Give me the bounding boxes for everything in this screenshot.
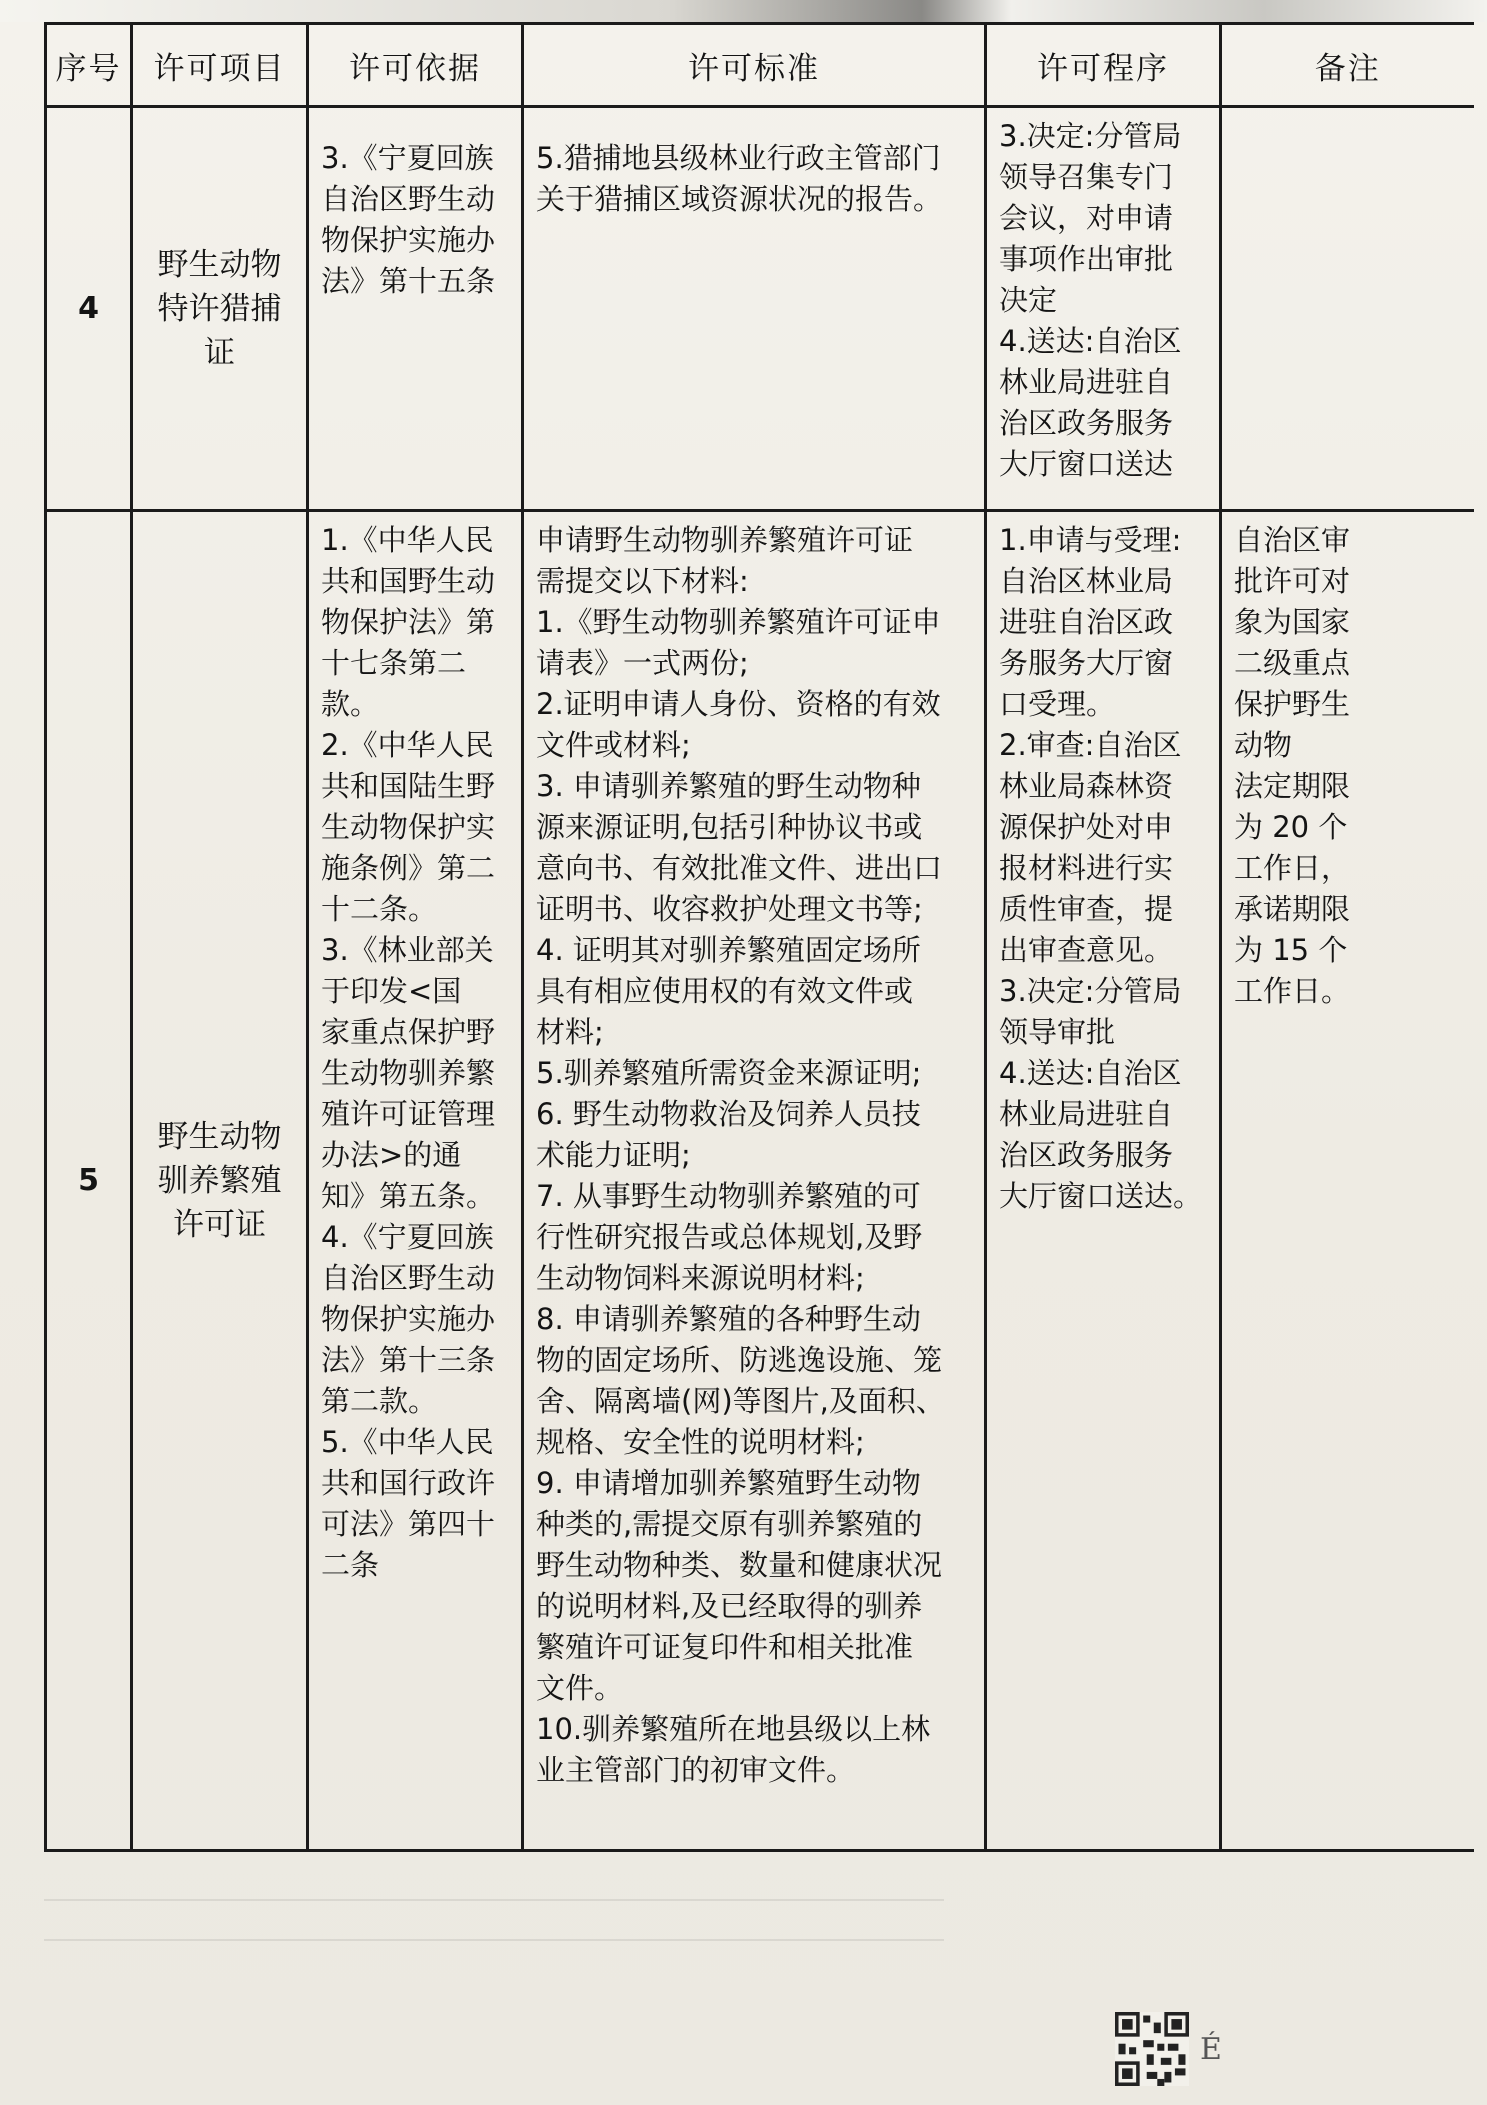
row-procedure: 3.决定:分管局 领导召集专门 会议，对申请 事项作出审批 决定 4.送达:自治区 林业局进驻自 治区政务服务 大厅窗口送达 (999, 119, 1182, 481)
row-seq: 4 (46, 107, 132, 511)
row-standard: 申请野生动物驯养繁殖许可证 需提交以下材料: 1.《野生动物驯养繁殖许可证申 请表》一式两份; 2.证明申请人身份、资格的有效 文件或材料; 3. 申请驯养繁殖的野生动物种 源来源证明,包括引种协议书或 意向书、有效批准文件、进出口 证明书、收容救护处理文书等; 4. 证明其对驯养繁殖固定场所 具有相应使用权的有效文件或 材料; 5.驯养繁殖所需资金来源证明; 6. 野生动物救治及饲养人员技 术能力证明; 7. 从事野生动物驯养繁殖的可 行性研究报告或总体规划,及野 生动物饲料来源说明材料; 8. 申请驯养繁殖的各种野生动 物的固定场所、防逃逸设施、笼 舍、隔离墙(网)等图片,及面积、 规格、安全性的说明材料; 9. 申请增加驯养繁殖野生动物 种类的,需提交原有驯养繁殖的 野生动物种类、数量和健康状况 的说明材料,及已经取得的驯养 繁殖许可证复印件和相关批准 文件。 10.驯养繁殖所在地县级以上林 业主管部门的初审文件。 (536, 523, 945, 1787)
row-item: 野生动物 特许猎捕 证 (132, 107, 308, 511)
table-header-row (46, 24, 1474, 107)
row-remark (1222, 108, 1474, 122)
row-standard-cell (523, 511, 986, 1851)
header-seq: 序号 (46, 24, 132, 107)
header-remark: 备注 (1221, 24, 1474, 107)
row-basis: 1.《中华人民 共和国野生动 物保护法》第 十七条第二 款。 2.《中华人民 共和国陆生野 生动物保护实 施条例》第二 十二条。 3.《林业部关 于印发<国 家重点保护野 生动物驯养繁 殖许可证管理 办法>的通 知》第五条。 4.《宁夏回族 自治区野生动 物保护实施办 法》第十三条 第二款。 5.《中华人民 共和国行政许 可法》第四十 二条 (321, 523, 496, 1582)
row-standard-cell (523, 107, 986, 511)
row-remark: 自治区审 批许可对 象为国家 二级重点 保护野生 动物 法定期限 为 20 个 工作日， 承诺期限 为 15 个 工作日。 (1234, 523, 1351, 1008)
row-basis-cell (308, 107, 523, 511)
row-item: 野生动物 驯养繁殖 许可证 (132, 511, 308, 1851)
bleed-through-marks (44, 1869, 944, 1979)
row-remark-cell (1221, 107, 1474, 511)
row-procedure-cell (986, 107, 1221, 511)
row-procedure: 1.申请与受理: 自治区林业局 进驻自治区政 务服务大厅窗 口受理。 2.审查:自治区 林业局森林资 源保护处对申 报材料进行实 质性审查，提 出审查意见。 3.决定:分管局 领导审批 4.送达:自治区 林业局进驻自 治区政务服务 大厅窗口送达。 (999, 523, 1203, 1213)
table-row (46, 511, 1474, 1851)
permit-table (44, 22, 1474, 1852)
scan-top-edge (0, 0, 1487, 22)
row-procedure-cell (986, 511, 1221, 1851)
header-basis: 许可依据 (308, 24, 523, 107)
row-standard: 5.猎捕地县级林业行政主管部门 关于猎捕区域资源状况的报告。 (536, 141, 943, 216)
row-remark-cell (1221, 511, 1474, 1851)
page-mark: É (1200, 2032, 1222, 2067)
row-basis: 3.《宁夏回族 自治区野生动 物保护实施办 法》第十五条 (321, 141, 496, 298)
row-seq: 5 (46, 511, 132, 1851)
header-procedure: 许可程序 (986, 24, 1221, 107)
table-row (46, 107, 1474, 511)
row-basis-cell (308, 511, 523, 1851)
header-standard: 许可标准 (523, 24, 986, 107)
qr-code-icon (1115, 2012, 1189, 2086)
header-item: 许可项目 (132, 24, 308, 107)
